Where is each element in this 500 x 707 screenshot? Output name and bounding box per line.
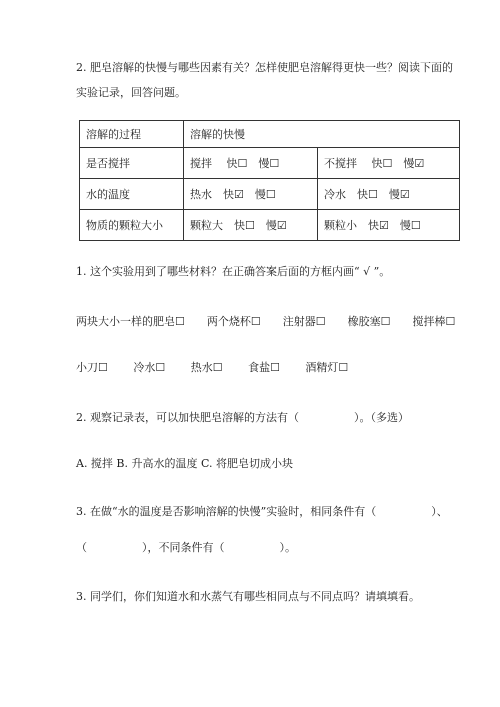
table-row xyxy=(80,210,460,241)
condition-a-cell: 搅拌 快☐ 慢☐ xyxy=(184,148,318,179)
question-3: 3. 同学们，你们知道水和水蒸气有哪些相同点与不同点吗？请填填看。 xyxy=(76,590,420,603)
sub-question-2-options: A. 搅拌 B. 升高水的温度 C. 将肥皂切成小块 xyxy=(76,457,294,470)
header-process: 溶解的过程 xyxy=(80,121,184,148)
condition-a-cell: 热水 快☑ 慢☐ xyxy=(184,179,318,210)
factor-cell: 物质的颗粒大小 xyxy=(80,210,184,241)
sub-question-2: 2. 观察记录表，可以加快肥皂溶解的方法有（ ）。（多选） xyxy=(76,411,409,424)
table-row xyxy=(80,148,460,179)
header-speed: 溶解的快慢 xyxy=(184,121,460,148)
sub-question-3-line1: 3. 在做“水的温度是否影响溶解的快慢”实验时，相同条件有（ ）、 xyxy=(76,505,448,518)
materials-row-2: 小刀☐ 冷水☐ 热水☐ 食盐☐ 酒精灯☐ xyxy=(76,361,349,374)
factor-cell: 是否搅拌 xyxy=(80,148,184,179)
question-2-intro-line1: 2. 肥皂溶解的快慢与哪些因素有关？怎样使肥皂溶解得更快一些？阅读下面的 xyxy=(76,61,453,74)
condition-b-cell: 不搅拌 快☐ 慢☑ xyxy=(318,148,460,179)
experiment-record-table xyxy=(79,120,460,241)
question-2-intro-line2: 实验记录，回答问题。 xyxy=(76,86,186,99)
factor-cell: 水的温度 xyxy=(80,179,184,210)
condition-a-cell: 颗粒大 快☐ 慢☑ xyxy=(184,210,318,241)
table-row xyxy=(80,179,460,210)
sub-question-3-line2: （ ），不同条件有（ ）。 xyxy=(76,541,296,554)
table-header-row xyxy=(80,121,460,148)
materials-row-1: 两块大小一样的肥皂☐ 两个烧杯☐ 注射器☐ 橡胶塞☐ 搅拌棒☐ xyxy=(76,315,456,328)
sub-question-1: 1. 这个实验用到了哪些材料？在正确答案后面的方框内画“ √ ”。 xyxy=(76,265,391,278)
condition-b-cell: 颗粒小 快☑ 慢☐ xyxy=(318,210,460,241)
condition-b-cell: 冷水 快☐ 慢☑ xyxy=(318,179,460,210)
